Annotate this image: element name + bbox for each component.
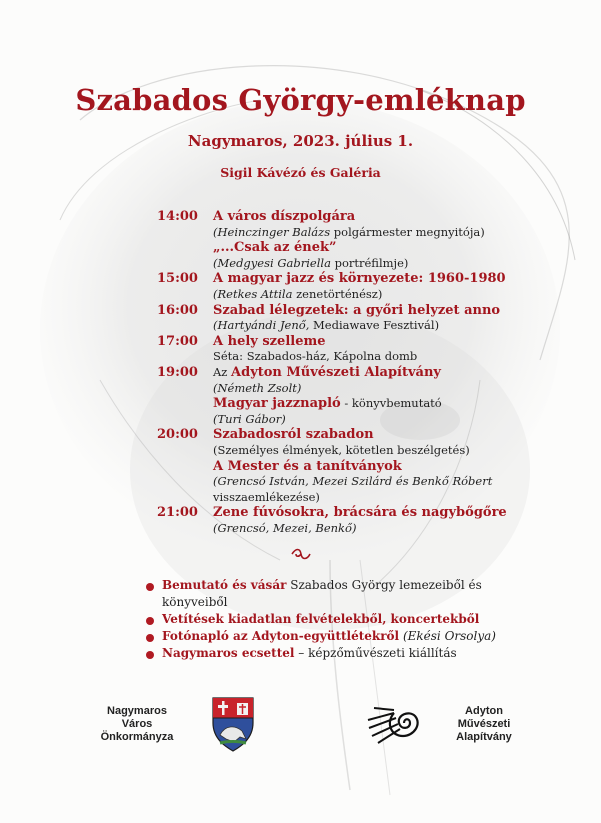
schedule-line	[213, 412, 286, 427]
event-title: A hely szelleme	[213, 333, 326, 349]
schedule-time: 17:00	[157, 333, 198, 349]
schedule-line	[213, 459, 402, 474]
highlight-title: Fotónapló az Adyton-együttlétekről	[162, 629, 400, 643]
bullet-dot	[146, 617, 154, 625]
event-detail: zenetörténész)	[292, 287, 383, 301]
logo-right-line: Adyton	[465, 705, 503, 717]
schedule-time: 21:00	[157, 505, 198, 521]
schedule-line	[213, 225, 485, 240]
highlight-item	[162, 646, 457, 660]
spiral-shell-logo-icon	[364, 698, 434, 748]
schedule-line	[213, 240, 337, 255]
event-detail: (Németh Zsolt)	[213, 380, 302, 395]
event-detail: (Grencsó, Mezei, Benkő)	[213, 521, 357, 535]
schedule-line	[213, 303, 500, 318]
highlight-detail: könyveiből	[162, 595, 228, 609]
schedule-line	[213, 427, 374, 442]
event-detail: Séta: Szabados-ház, Kápolna domb	[213, 349, 418, 364]
page-title: Szabados György-emléknap	[75, 83, 526, 117]
schedule-line	[213, 334, 326, 349]
event-detail: (Heinczinger Balázs	[213, 224, 331, 239]
foundation-name	[444, 705, 524, 744]
event-title: A Mester és a tanítványok	[213, 458, 402, 474]
logo-left-line: Város	[121, 718, 153, 730]
schedule-line	[213, 256, 408, 271]
schedule-line	[213, 474, 492, 489]
logo-left-line: Nagymaros	[107, 705, 167, 717]
swirl-ornament-icon	[290, 545, 312, 563]
bullet-dot	[146, 634, 154, 642]
schedule-line	[213, 209, 355, 224]
logo-right-line: Művészeti	[457, 718, 511, 730]
highlight-item	[162, 629, 496, 643]
highlight-item	[162, 578, 482, 592]
highlight-title: Vetítések kiadatlan felvételekből, koncertekből	[162, 612, 480, 626]
highlight-title: Nagymaros ecsettel	[162, 646, 295, 660]
schedule-line	[213, 381, 301, 396]
schedule-line	[213, 443, 470, 458]
event-detail: (Személyes élmények, kötetlen beszélgetés)	[213, 443, 470, 457]
municipality-name	[92, 705, 182, 744]
event-detail: (Hartyándi Jenő,	[213, 318, 310, 333]
event-title: „...Csak az ének”	[213, 240, 337, 256]
event-detail: (Turi Gábor)	[213, 411, 286, 426]
highlight-item	[162, 612, 479, 626]
event-detail: portréfilmje)	[330, 255, 409, 270]
event-title: Adyton Művészeti Alapítvány	[231, 365, 441, 380]
highlight-item	[162, 595, 227, 609]
schedule-time: 19:00	[157, 365, 198, 380]
schedule-time: 20:00	[157, 427, 198, 443]
schedule-line	[213, 287, 382, 302]
event-title: A magyar jazz és környezete: 1960-1980	[213, 271, 506, 287]
schedule-line	[213, 349, 417, 364]
schedule-line	[213, 505, 507, 520]
event-detail: (Grencsó István, Mezei Szilárd és Benkő Róbert	[213, 474, 493, 489]
schedule-line	[213, 365, 441, 380]
event-title: A város díszpolgára	[213, 209, 356, 224]
event-detail: visszaemlékezése)	[213, 489, 320, 504]
event-title: Szabad lélegzetek: a győri helyzet anno	[213, 302, 501, 318]
bullet-dot	[146, 651, 154, 659]
schedule-line	[213, 490, 320, 505]
event-title: Zene fúvósokra, brácsára és nagybőgőre	[213, 505, 507, 521]
bullet-dot	[146, 583, 154, 591]
event-detail: Mediawave Fesztivál)	[309, 318, 440, 333]
schedule-time: 14:00	[157, 209, 198, 224]
event-detail: polgármester megnyitója)	[330, 224, 485, 239]
venue: Sigil Kávézó és Galéria	[220, 165, 381, 180]
event-detail: (Retkes Attila	[213, 287, 293, 301]
highlight-detail: (Ekési Orsolya)	[399, 629, 496, 643]
event-date-place: Nagymaros, 2023. július 1.	[187, 132, 414, 150]
logo-left-line: Önkormányza	[100, 731, 174, 743]
event-detail: Az	[213, 365, 232, 379]
event-detail: (Medgyesi Gabriella	[213, 255, 331, 270]
logo-right-line: Alapítvány	[456, 731, 512, 743]
schedule-time: 15:00	[157, 271, 198, 287]
schedule-line	[213, 318, 439, 333]
schedule-line	[213, 396, 442, 411]
schedule-line	[213, 271, 506, 286]
coat-of-arms-icon	[210, 695, 256, 753]
highlight-detail: Szabados György lemezeiből és	[286, 578, 482, 592]
highlight-detail: – képzőművészeti kiállítás	[294, 646, 457, 660]
highlight-title: Bemutató és vásár	[162, 578, 287, 592]
schedule-line	[213, 521, 356, 536]
event-title: Szabadosról szabadon	[213, 427, 374, 443]
event-title: Magyar jazznapló	[213, 396, 341, 412]
schedule-time: 16:00	[157, 302, 198, 318]
event-detail: - könyvbemutató	[340, 396, 442, 411]
